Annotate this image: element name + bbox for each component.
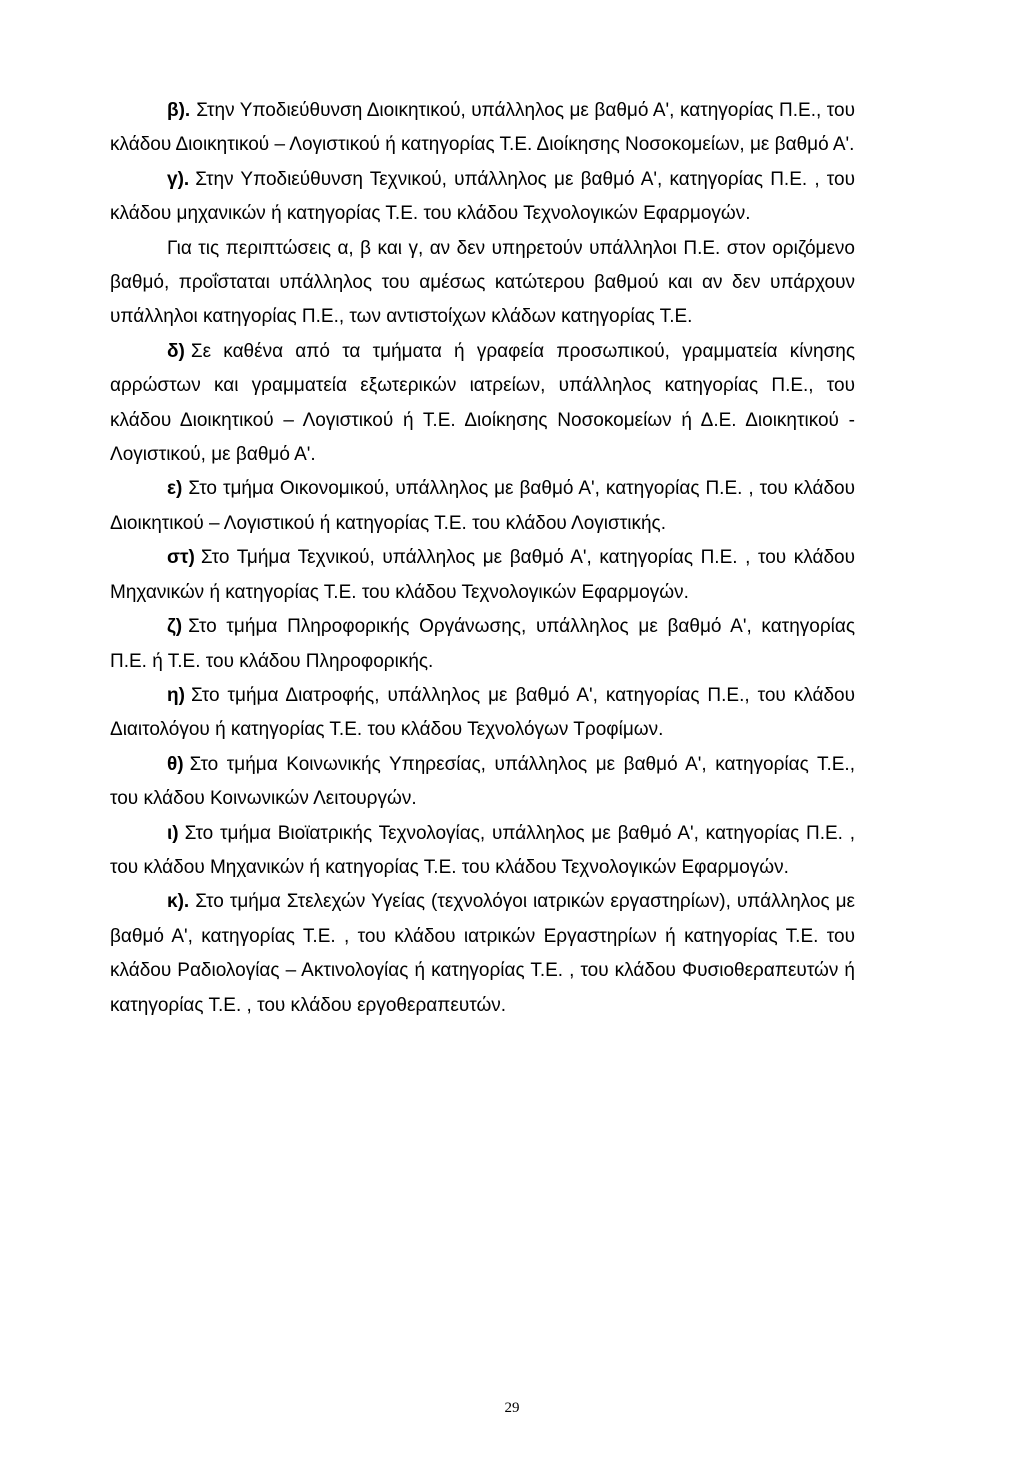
page-number: 29 xyxy=(504,1400,520,1416)
item-label: στ) xyxy=(167,547,195,569)
paragraph-b xyxy=(110,94,855,163)
paragraph-k xyxy=(110,885,855,1023)
paragraph-note xyxy=(110,232,855,335)
paragraph-h xyxy=(110,679,855,748)
paragraph-th xyxy=(110,748,855,817)
paragraph-c xyxy=(110,163,855,232)
paragraph-text: Στην Υποδιεύθυνση Διοικητικού, υπάλληλος με βαθμό Α', κατηγορίας Π.Ε., του κλάδου Διοικητικού – Λογιστικού ή κατηγορίας Τ.Ε. Διοίκησης Νοσοκομείων, με βαθμό Α'. xyxy=(110,100,855,156)
item-label: ζ) xyxy=(167,616,183,638)
paragraph-text: Στο τμήμα Διατροφής, υπάλληλος με βαθμό Α', κατηγορίας Π.Ε., του κλάδου Διαιτολόγου ή κατηγορίας Τ.Ε. του κλάδου Τεχνολόγων Τροφίμων. xyxy=(110,684,855,741)
paragraph-e xyxy=(110,472,855,541)
item-label: θ) xyxy=(167,753,184,775)
paragraph-text: Για τις περιπτώσεις α, β και γ, αν δεν υπηρετούν υπάλληλοι Π.Ε. στον οριζόμενο βαθμό, προΐσταται υπάλληλος του αμέσως κατώτερου βαθμού και αν δεν υπάρχουν υπάλληλοι κατηγορίας Π.Ε., των αντιστοίχων κλάδων κατηγορίας Τ.Ε. xyxy=(110,237,855,328)
document-body xyxy=(110,94,855,1023)
item-label: ε) xyxy=(167,478,183,500)
paragraph-d xyxy=(110,335,855,473)
paragraph-z xyxy=(110,610,855,679)
paragraph-text: Στο τμήμα Στελεχών Υγείας (τεχνολόγοι ιατρικών εργαστηρίων), υπάλληλος με βαθμό Α', κατηγορίας Τ.Ε. , του κλάδου ιατρικών Εργαστηρίων ή κατηγορίας Τ.Ε. του κλάδου Ραδιολογίας – Ακτινολογίας ή κατηγορίας Τ.Ε. , του κλάδου Φυσιοθεραπευτών ή κατηγορίας Τ.Ε. , του κλάδου εργοθεραπευτών. xyxy=(110,891,855,1016)
item-label: η) xyxy=(167,684,185,706)
item-label: γ). xyxy=(167,168,190,190)
paragraph-text: Στο Τμήμα Τεχνικού, υπάλληλος με βαθμό Α', κατηγορίας Π.Ε. , του κλάδου Μηχανικών ή κατηγορίας Τ.Ε. του κλάδου Τεχνολογικών Εφαρμογών. xyxy=(110,547,855,603)
paragraph-st xyxy=(110,541,855,610)
paragraph-text: Στην Υποδιεύθυνση Τεχνικού, υπάλληλος με βαθμό Α', κατηγορίας Π.Ε. , του κλάδου μηχανικών ή κατηγορίας Τ.Ε. του κλάδου Τεχνολογικών Εφαρμογών. xyxy=(110,168,855,225)
paragraph-text: Στο τμήμα Οικονομικού, υπάλληλος με βαθμό Α', κατηγορίας Π.Ε. , του κλάδου Διοικητικού – Λογιστικού ή κατηγορίας Τ.Ε. του κλάδου Λογιστικής. xyxy=(110,478,855,534)
item-label: β). xyxy=(167,100,191,121)
item-label: κ). xyxy=(167,891,190,913)
paragraph-text: Στο τμήμα Βιοϊατρικής Τεχνολογίας, υπάλληλος με βαθμό Α', κατηγορίας Π.Ε. , του κλάδου Μηχανικών ή κατηγορίας Τ.Ε. του κλάδου Τεχνολογικών Εφαρμογών. xyxy=(110,822,855,878)
item-label: δ) xyxy=(167,340,185,362)
item-label: ι) xyxy=(167,822,179,844)
paragraph-i xyxy=(110,817,855,886)
paragraph-text: Στο τμήμα Κοινωνικής Υπηρεσίας, υπάλληλος με βαθμό Α', κατηγορίας Τ.Ε., του κλάδου Κοινωνικών Λειτουργών. xyxy=(110,753,855,810)
paragraph-text: Σε καθένα από τα τμήματα ή γραφεία προσωπικού, γραμματεία κίνησης αρρώστων και γραμματεία εξωτερικών ιατρείων, υπάλληλος κατηγορίας Π.Ε., του κλάδου Διοικητικού – Λογιστικού ή Τ.Ε. Διοίκησης Νοσοκομείων ή Δ.Ε. Διοικητικού - Λογιστικού, με βαθμό Α'. xyxy=(110,340,855,466)
paragraph-text: Στο τμήμα Πληροφορικής Οργάνωσης, υπάλληλος με βαθμό Α', κατηγορίας Π.Ε. ή Τ.Ε. του κλάδου Πληροφορικής. xyxy=(110,616,855,672)
